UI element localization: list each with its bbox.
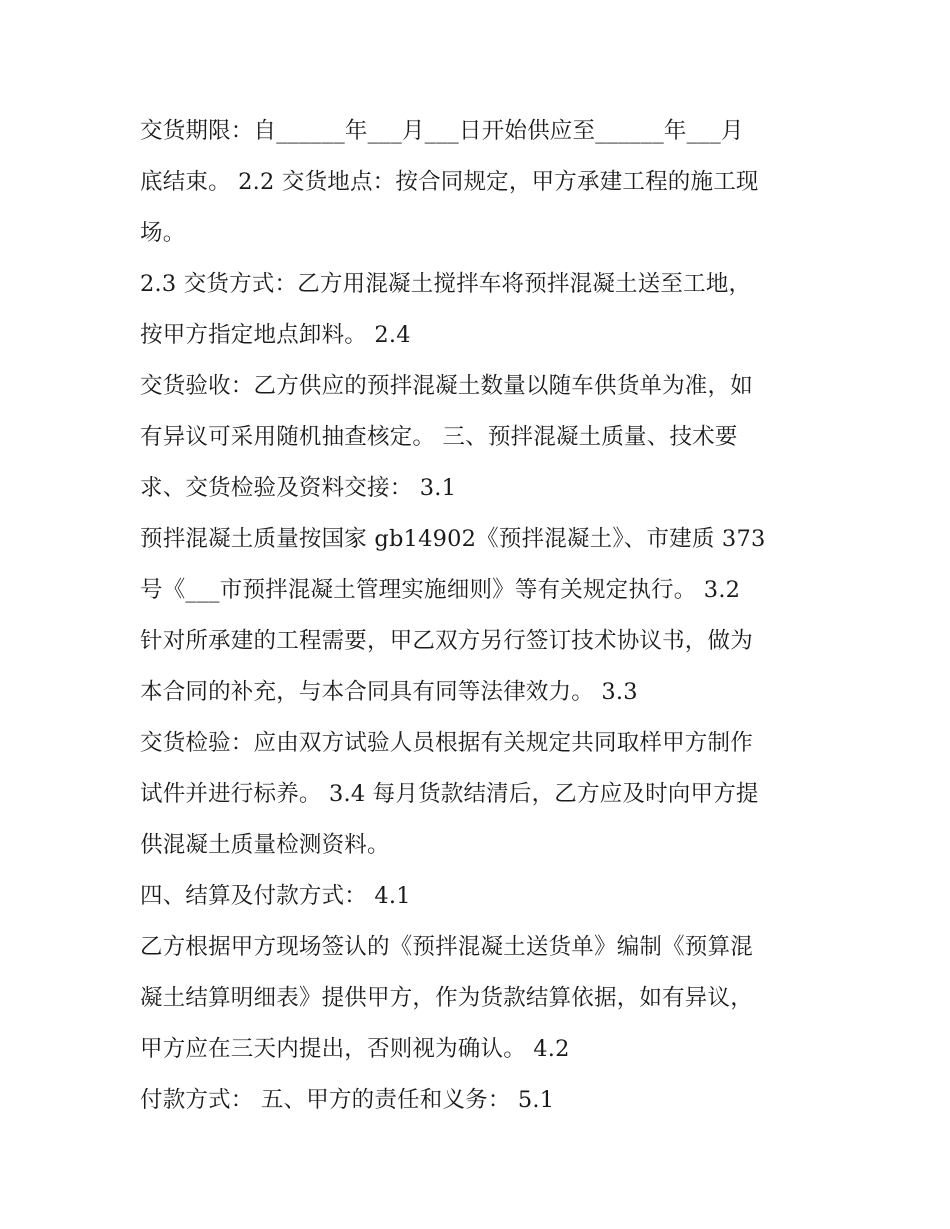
text-line: 甲方应在三天内提出，否则视为确认。 4.2 bbox=[140, 1036, 570, 1062]
text-line: 交货验收：乙方供应的预拌混凝土数量以随车供货单为准，如 bbox=[140, 373, 753, 399]
text-line: 求、交货检验及资料交接： 3.1 bbox=[140, 475, 457, 501]
text-line: 供混凝土质量检测资料。 bbox=[140, 832, 390, 858]
text-line: 按甲方指定地点卸料。 2.4 bbox=[140, 322, 411, 348]
text-line: 试件并进行标养。 3.4 每月货款结清后，乙方应及时向甲方提 bbox=[140, 781, 759, 807]
text-line: 乙方根据甲方现场签认的《预拌混凝土送货单》编制《预算混 bbox=[140, 934, 753, 960]
text-line: 凝土结算明细表》提供甲方，作为货款结算依据，如有异议， bbox=[140, 985, 753, 1011]
text-line: 2.3 交货方式：乙方用混凝土搅拌车将预拌混凝土送至工地， bbox=[140, 271, 752, 297]
contract-text-block bbox=[140, 106, 820, 1126]
text-line: 本合同的补充，与本合同具有同等法律效力。 3.3 bbox=[140, 679, 638, 705]
text-line: 四、结算及付款方式： 4.1 bbox=[140, 883, 411, 909]
text-line: 预拌混凝土质量按国家 gb14902《预拌混凝土》、市建质 373 bbox=[140, 526, 766, 552]
text-line: 针对所承建的工程需要，甲乙双方另行签订技术协议书，做为 bbox=[140, 628, 753, 654]
text-line: 交货检验：应由双方试验人员根据有关规定共同取样甲方制作 bbox=[140, 730, 753, 756]
text-line: 有异议可采用随机抽查核定。 三、预拌混凝土质量、技术要 bbox=[140, 424, 738, 450]
text-line: 号《___市预拌混凝土管理实施细则》等有关规定执行。 3.2 bbox=[140, 577, 741, 603]
text-line: 付款方式： 五、甲方的责任和义务： 5.1 bbox=[140, 1087, 555, 1113]
text-line: 场。 bbox=[140, 220, 186, 246]
text-line: 底结束。 2.2 交货地点：按合同规定，甲方承建工程的施工现 bbox=[140, 169, 759, 195]
text-line: 交货期限：自______年___月___日开始供应至______年___月 bbox=[140, 118, 744, 144]
